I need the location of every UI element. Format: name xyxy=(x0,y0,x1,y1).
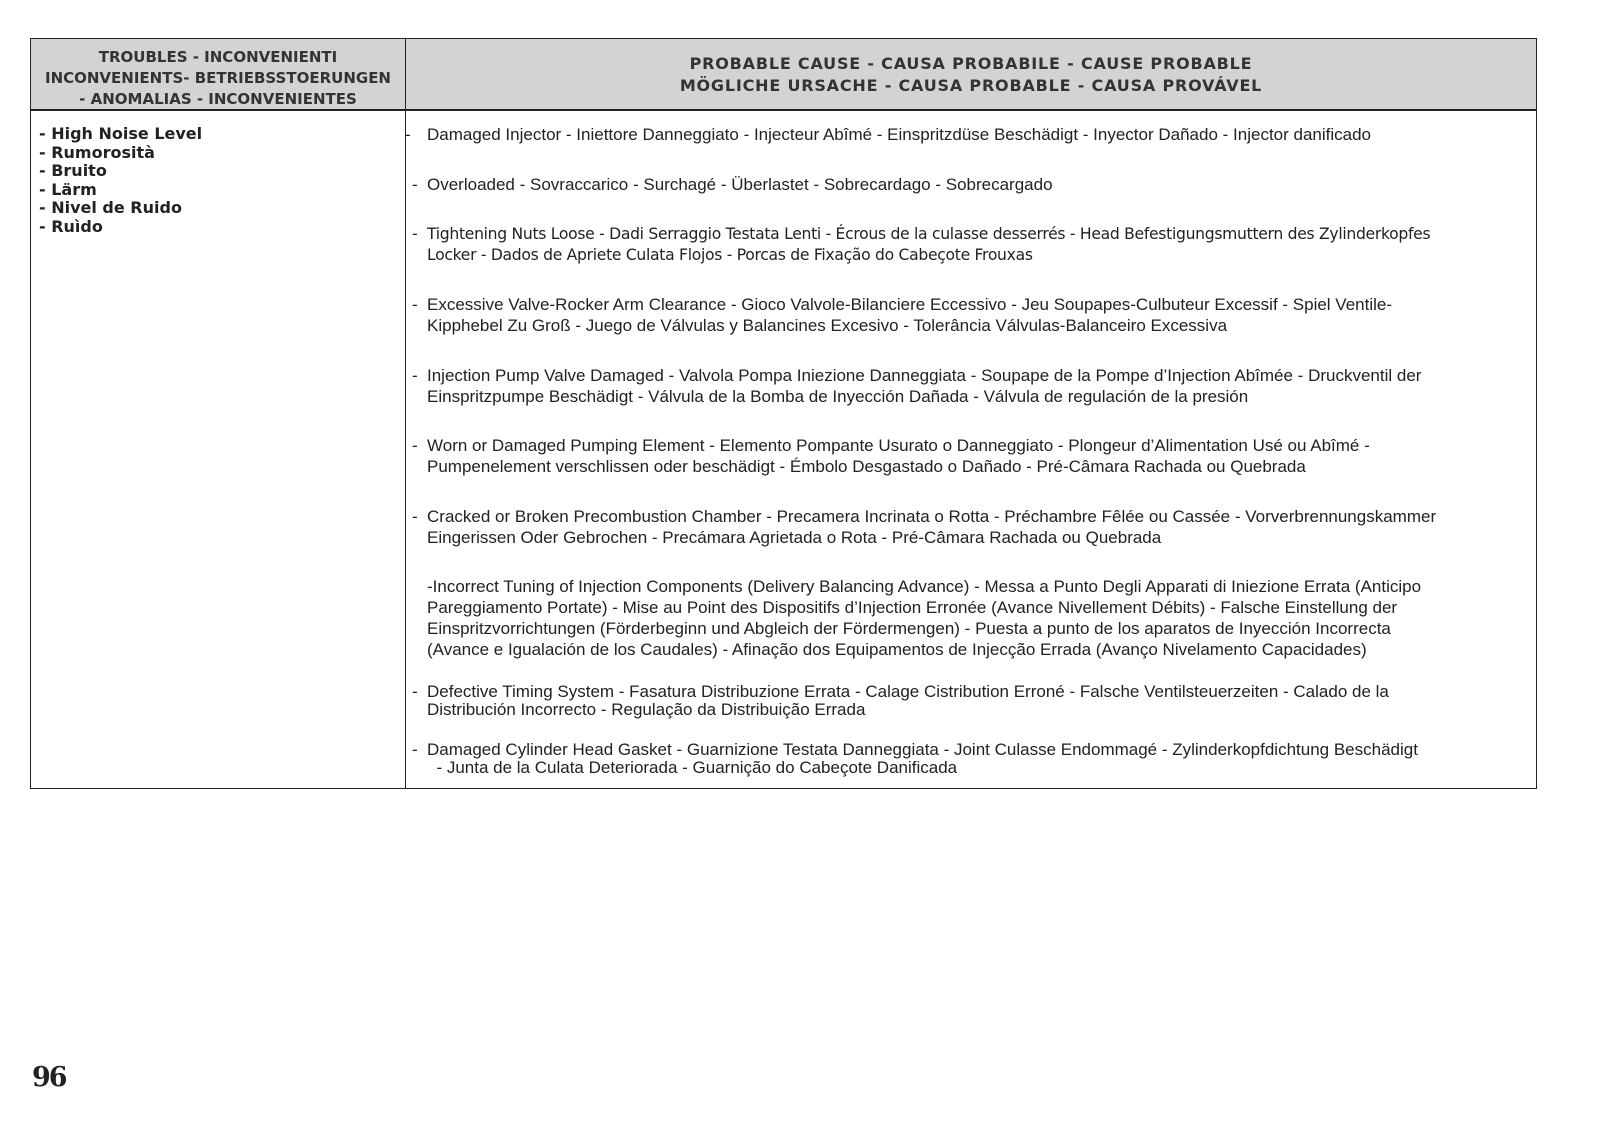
bullet-dash: - xyxy=(412,175,418,194)
bullet-dash: - xyxy=(412,366,418,385)
header-line: INCONVENIENTS- BETRIEBSSTOERUNGEN xyxy=(44,69,391,87)
cause-line: Defective Timing System - Fasatura Distribuzione Errata - Calage Cistribution Erroné - Falsche Ventilsteuerzeiten - Calado de la xyxy=(427,682,1389,701)
trouble-item: - Lärm xyxy=(39,179,97,199)
header-line: MÖGLICHE URSACHE - CAUSA PROBABLE - CAUSA PROVÁVEL xyxy=(679,76,1263,95)
troubles-list xyxy=(39,125,202,236)
cause-line: Cracked or Broken Precombustion Chamber - Precamera Incrinata o Rotta - Préchambre Fêlée ou Cassée - Vorverbrennungskammer xyxy=(427,507,1437,526)
cause-item xyxy=(412,435,1370,477)
cause-line: Injection Pump Valve Damaged - Valvola Pompa Iniezione Danneggiata - Soupape de la Pompe d’Injection Abîmée - Druckventil der xyxy=(427,366,1422,385)
bullet-dash: - xyxy=(412,295,418,314)
causes-list xyxy=(405,39,1535,788)
cause-line: Damaged Injector - Iniettore Danneggiato - Injecteur Abîmé - Einspritzdüse Beschädigt - Inyector Dañado - Injector danificado xyxy=(427,125,1372,144)
cause-line: Damaged Cylinder Head Gasket - Guarnizione Testata Danneggiata - Joint Culasse Endommagé - Zylinderkopfdichtung Beschädigt xyxy=(427,740,1418,759)
trouble-item: - Bruito xyxy=(39,161,107,180)
cause-line: - Junta de la Culata Deteriorada - Guarnição do Cabeçote Danificada xyxy=(427,758,958,777)
cause-line: Pareggiamento Portate) - Mise au Point des Dispositifs d’Injection Erronée (Avance Nivellement Débits) - Falsche Einstellung der xyxy=(427,598,1398,617)
page-number: 96 xyxy=(32,1062,66,1093)
cause-line: Worn or Damaged Pumping Element - Elemento Pompante Usurato o Danneggiato - Plongeur d’Alimentation Usé ou Abîmé - xyxy=(427,436,1370,455)
cause-line: Locker - Dados de Apriete Culata Flojos - Porcas de Fixação do Cabeçote Frouxas xyxy=(427,246,1033,264)
troubleshooting-table xyxy=(30,38,1537,789)
cause-item xyxy=(412,174,1053,195)
cause-item xyxy=(412,294,1392,336)
troubles-column-header xyxy=(31,47,405,110)
trouble-item: - Nivel de Ruido xyxy=(39,198,182,217)
header-line: PROBABLE CAUSE - CAUSA PROBABILE - CAUSE PROBABLE xyxy=(689,54,1253,73)
cause-item xyxy=(405,124,1372,145)
trouble-item: - Rumorosità xyxy=(39,142,155,162)
cause-line: Kipphebel Zu Groß - Juego de Válvulas y Balancines Excesivo - Tolerância Válvulas-Balanceiro Excessiva xyxy=(427,316,1228,335)
trouble-item: - Ruìdo xyxy=(39,216,103,236)
cause-line: Overloaded - Sovraccarico - Surchagé - Überlastet - Sobrecardago - Sobrecargado xyxy=(427,175,1053,194)
cause-item xyxy=(412,224,1431,266)
cause-line: (Avance e Igualación de los Caudales) - Afinação dos Equipamentos de Injecção Errada (Avanço Nivelamento Capacidades) xyxy=(427,640,1367,659)
cause-item xyxy=(412,740,1418,777)
cause-item xyxy=(412,682,1389,719)
cause-line: Tightening Nuts Loose - Dadi Serraggio Testata Lenti - Écrous de la culasse desserrés - Head Befestigungsmuttern des Zylinderkopfes xyxy=(427,225,1431,243)
cause-line: -Incorrect Tuning of Injection Components (Delivery Balancing Advance) - Messa a Punto Degli Apparati di Iniezione Errata (Anticipo xyxy=(427,577,1422,596)
cause-line: Eingerissen Oder Gebrochen - Precámara Agrietada o Rota - Pré-Câmara Rachada ou Quebrada xyxy=(427,528,1162,547)
bullet-dash: - xyxy=(405,125,411,144)
bullet-dash: - xyxy=(412,436,418,455)
cause-item xyxy=(412,365,1422,407)
cause-item xyxy=(412,506,1437,548)
bullet-dash: - xyxy=(412,225,418,243)
header-line: TROUBLES - INCONVENIENTI xyxy=(98,48,338,66)
cause-line: Pumpenelement verschlissen oder beschädigt - Émbolo Desgastado o Dañado - Pré-Câmara Rachada ou Quebrada xyxy=(427,457,1306,476)
header-line: - ANOMALIAS - INCONVENIENTES xyxy=(79,90,357,108)
cause-line: Einspritzpumpe Beschädigt - Válvula de la Bomba de Inyección Dañada - Válvula de regulación de la presión xyxy=(427,387,1249,406)
cause-item xyxy=(427,576,1421,660)
trouble-item: - High Noise Level xyxy=(39,124,203,143)
cause-line: Excessive Valve-Rocker Arm Clearance - Gioco Valvole-Bilanciere Eccessivo - Jeu Soupapes-Culbuteur Excessif - Spiel Ventile- xyxy=(427,295,1392,314)
cause-line: Einspritzvorrichtungen (Förderbeginn und Abgleich der Fördermengen) - Puesta a punto de los aparatos de Inyección Incorrecta xyxy=(427,619,1391,638)
bullet-dash: - xyxy=(412,507,418,526)
bullet-dash: - xyxy=(412,740,418,759)
bullet-dash: - xyxy=(412,682,418,701)
cause-line: Distribución Incorrecto - Regulação da Distribuição Errada xyxy=(427,700,866,719)
